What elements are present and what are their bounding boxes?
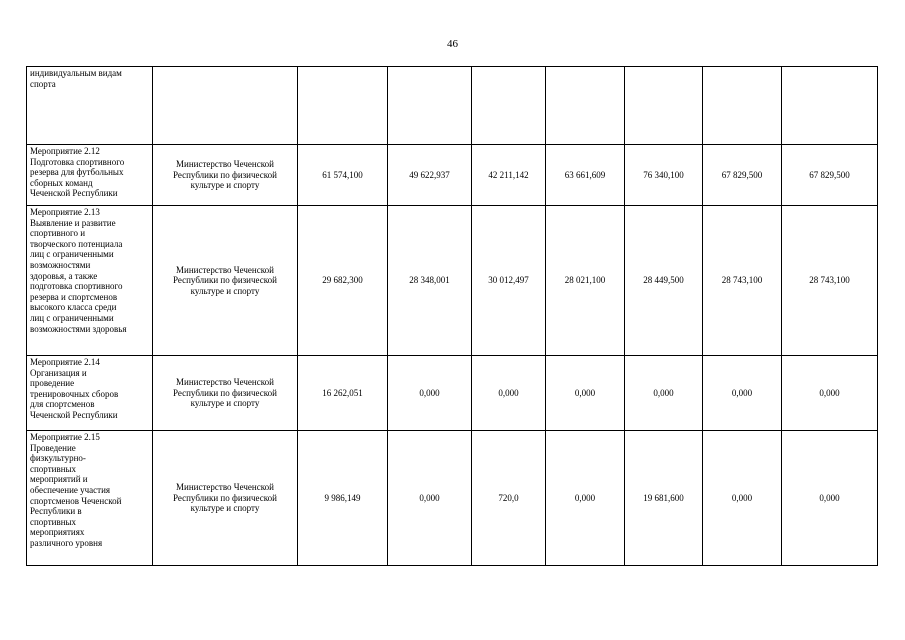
activity-name-line: Подготовка спортивного: [30, 156, 125, 167]
activity-name-line: спортивных: [30, 516, 77, 527]
executor-cell: [153, 206, 298, 356]
activity-name-line: сборных команд: [30, 177, 93, 188]
executor-cell: [153, 431, 298, 566]
funding-value-cell: 49 622,937: [388, 145, 472, 206]
executor-line: культуре и спорту: [190, 503, 260, 514]
activity-name-cell: [27, 206, 153, 356]
funding-value-cell: 29 682,300: [298, 206, 388, 356]
activity-name-line: возможностями: [30, 259, 91, 270]
table-row: [27, 206, 878, 356]
funding-value-cell: 28 021,100: [546, 206, 625, 356]
activity-name-line: различного уровня: [30, 537, 103, 548]
activity-name-line: резерва для футбольных: [30, 167, 124, 178]
executor-line: Республики по физической: [173, 387, 277, 398]
funding-value-cell: 28 449,500: [625, 206, 703, 356]
executor-line: Республики по физической: [173, 169, 277, 180]
funding-value-cell: [388, 67, 472, 145]
executor-line: Республики по физической: [173, 275, 277, 286]
activity-name-cell: [27, 431, 153, 566]
activity-name-cell: [27, 356, 153, 431]
funding-value-cell: [546, 67, 625, 145]
funding-value-cell: 30 012,497: [472, 206, 546, 356]
activity-name-line: Мероприятие 2.14: [30, 357, 100, 367]
executor-line: Министерство Чеченской: [176, 264, 274, 275]
funding-value-cell: 0,000: [782, 356, 878, 431]
activity-name-line: Мероприятие 2.12: [30, 146, 100, 156]
funding-value-cell: 0,000: [703, 356, 782, 431]
activity-name-line: лиц с ограниченными: [30, 249, 114, 260]
activity-name-line: возможностями здоровья: [30, 323, 127, 334]
funding-value-cell: [298, 67, 388, 145]
activity-name-line: творческого потенциала: [30, 238, 123, 249]
funding-value-cell: 0,000: [703, 431, 782, 566]
funding-value-cell: [472, 67, 546, 145]
funding-value-cell: 28 743,100: [703, 206, 782, 356]
page-number: 46: [447, 38, 458, 50]
activity-name-line: мероприятиях: [30, 527, 85, 538]
table-row: [27, 356, 878, 431]
funding-value-cell: 720,0: [472, 431, 546, 566]
activity-name-cell: [27, 145, 153, 206]
activity-name-line: спорта: [30, 78, 56, 89]
funding-value-cell: 19 681,600: [625, 431, 703, 566]
activity-name-cell: [27, 67, 153, 145]
funding-value-cell: 67 829,500: [782, 145, 878, 206]
funding-value-cell: 0,000: [546, 431, 625, 566]
funding-value-cell: 0,000: [546, 356, 625, 431]
activity-name-line: Чеченской Республики: [30, 188, 118, 199]
funding-value-cell: 76 340,100: [625, 145, 703, 206]
executor-line: Министерство Чеченской: [176, 482, 274, 493]
executor-cell: [153, 356, 298, 431]
executor-cell: [153, 145, 298, 206]
executor-line: культуре и спорту: [190, 398, 260, 409]
funding-value-cell: 9 986,149: [298, 431, 388, 566]
activity-name-line: Республики в: [30, 506, 82, 517]
funding-value-cell: [625, 67, 703, 145]
activity-name-line: проведение: [30, 378, 75, 389]
activity-name-line: спортивных: [30, 463, 77, 474]
activity-name-line: здоровья, а также: [30, 270, 98, 281]
funding-value-cell: 61 574,100: [298, 145, 388, 206]
budget-table: [26, 66, 878, 566]
table-row: [27, 67, 878, 145]
activity-name-line: Выявление и развитие: [30, 217, 116, 228]
executor-line: культуре и спорту: [190, 180, 260, 191]
activity-name-line: Мероприятие 2.15: [30, 432, 100, 442]
executor-line: Республики по физической: [173, 492, 277, 503]
activity-name-line: высокого класса среди: [30, 302, 117, 313]
funding-value-cell: 0,000: [388, 356, 472, 431]
funding-value-cell: 42 211,142: [472, 145, 546, 206]
activity-name-line: спортивного и: [30, 228, 86, 239]
activity-name-line: спортсменов Чеченской: [30, 495, 122, 506]
activity-name-line: физкультурно-: [30, 453, 86, 464]
activity-name-line: Проведение: [30, 442, 76, 453]
funding-value-cell: [703, 67, 782, 145]
executor-line: Министерство Чеченской: [176, 377, 274, 388]
funding-value-cell: 63 661,609: [546, 145, 625, 206]
funding-value-cell: 0,000: [782, 431, 878, 566]
table-row: [27, 145, 878, 206]
activity-name-line: мероприятий и: [30, 474, 88, 485]
funding-value-cell: 28 743,100: [782, 206, 878, 356]
activity-name-line: для спортсменов: [30, 399, 95, 410]
funding-value-cell: 28 348,001: [388, 206, 472, 356]
funding-value-cell: 0,000: [625, 356, 703, 431]
table-row: [27, 431, 878, 566]
activity-name-line: тренировочных сборов: [30, 388, 119, 399]
activity-name-line: индивидуальным видам: [30, 68, 122, 78]
executor-line: Министерство Чеченской: [176, 159, 274, 170]
activity-name-line: лиц с ограниченными: [30, 312, 114, 323]
activity-name-line: Чеченской Республики: [30, 409, 118, 420]
activity-name-line: подготовка спортивного: [30, 281, 123, 292]
funding-value-cell: 0,000: [472, 356, 546, 431]
funding-value-cell: 0,000: [388, 431, 472, 566]
executor-cell: [153, 67, 298, 145]
funding-value-cell: 67 829,500: [703, 145, 782, 206]
activity-name-line: Мероприятие 2.13: [30, 207, 100, 217]
activity-name-line: обеспечение участия: [30, 484, 111, 495]
funding-value-cell: [782, 67, 878, 145]
executor-line: культуре и спорту: [190, 285, 260, 296]
activity-name-line: Организация и: [30, 367, 87, 378]
funding-value-cell: 16 262,051: [298, 356, 388, 431]
activity-name-line: резерва и спортсменов: [30, 291, 118, 302]
